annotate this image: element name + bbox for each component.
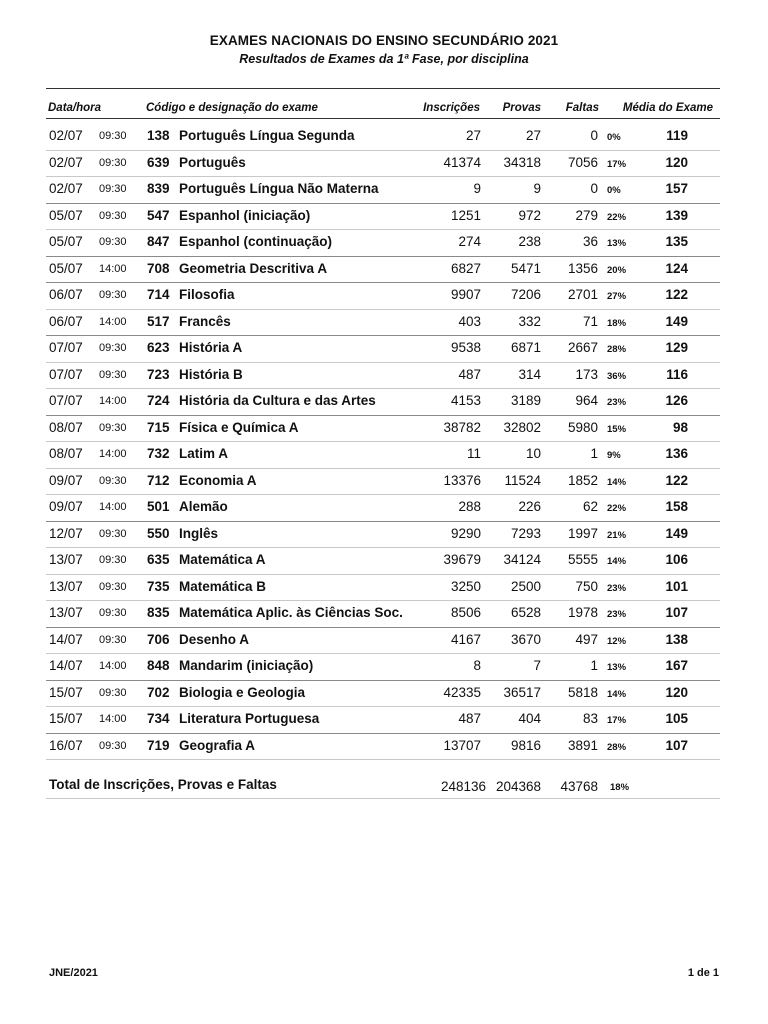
totals-taken: 204368	[495, 779, 541, 794]
row-enrolled: 487	[458, 711, 481, 726]
row-date: 07/07	[49, 340, 83, 355]
row-taken: 2500	[510, 578, 541, 594]
row-time: 09:30	[99, 633, 127, 646]
row-enrolled: 9907	[450, 287, 481, 302]
row-date: 12/07	[49, 525, 83, 541]
row-exam-name: Português Língua Segunda	[179, 128, 355, 143]
top-divider	[46, 88, 720, 89]
table-row	[0, 389, 768, 416]
footer-left: JNE/2021	[49, 967, 98, 979]
row-time: 14:00	[99, 501, 127, 513]
row-absent: 1356	[567, 260, 598, 276]
row-enrolled: 13376	[443, 472, 481, 488]
row-exam-code: 501	[147, 499, 170, 514]
row-exam-name: História da Cultura e das Artes	[179, 393, 376, 408]
row-average: 167	[665, 658, 688, 673]
row-exam-code: 550	[147, 525, 170, 541]
row-exam-name: Filosofia	[179, 287, 235, 302]
row-time: 09:30	[99, 156, 127, 169]
row-exam-code: 639	[147, 154, 170, 170]
row-time: 09:30	[99, 368, 127, 381]
row-time: 14:00	[99, 713, 127, 725]
row-absent-pct: 22%	[607, 503, 627, 514]
row-date: 08/07	[49, 419, 83, 435]
row-enrolled: 274	[458, 234, 481, 249]
table-row	[0, 416, 768, 443]
row-enrolled: 1251	[450, 207, 481, 223]
row-average: 149	[665, 525, 688, 541]
row-enrolled: 11	[466, 446, 481, 461]
row-absent-pct: 23%	[607, 582, 627, 594]
row-date: 15/07	[49, 711, 83, 726]
totals-absent: 43768	[560, 779, 598, 794]
row-taken: 7	[533, 658, 541, 673]
row-exam-code: 635	[147, 552, 170, 567]
row-exam-name: Geografia A	[179, 737, 256, 753]
row-time: 09:30	[99, 421, 127, 434]
row-exam-name: Espanhol (iniciação)	[179, 207, 311, 223]
row-absent: 1	[590, 446, 598, 461]
row-enrolled: 288	[458, 499, 481, 514]
row-taken: 34318	[503, 154, 541, 170]
row-absent-pct: 17%	[607, 715, 627, 726]
table-row	[0, 204, 768, 231]
row-absent-pct: 23%	[607, 609, 627, 620]
row-time: 14:00	[99, 448, 127, 460]
row-absent-pct: 9%	[607, 450, 621, 461]
totals-label: Total de Inscrições, Provas e Faltas	[49, 777, 277, 792]
row-exam-code: 714	[147, 287, 170, 302]
row-absent-pct: 20%	[607, 264, 627, 276]
row-exam-name: Matemática A	[179, 552, 266, 567]
row-average: 101	[665, 578, 688, 594]
document-title: EXAMES NACIONAIS DO ENSINO SECUNDÁRIO 2021	[209, 33, 559, 48]
row-date: 07/07	[49, 366, 83, 382]
row-time: 09:30	[99, 342, 127, 354]
row-enrolled: 8506	[450, 605, 481, 620]
row-average: 149	[665, 313, 688, 329]
row-time: 14:00	[99, 660, 127, 672]
table-row	[0, 575, 768, 602]
row-absent-pct: 13%	[607, 238, 627, 249]
row-absent: 71	[582, 313, 598, 329]
row-enrolled: 4167	[450, 631, 481, 647]
row-exam-code: 138	[147, 128, 170, 143]
row-date: 06/07	[49, 287, 83, 302]
table-row	[0, 442, 768, 469]
row-enrolled: 42335	[443, 684, 481, 700]
row-average: 116	[666, 366, 688, 382]
row-time: 09:30	[99, 289, 127, 301]
row-date: 02/07	[49, 154, 83, 170]
row-absent-pct: 14%	[607, 556, 627, 567]
row-time: 09:30	[99, 607, 127, 619]
row-taken: 7206	[510, 287, 541, 302]
row-average: 120	[665, 684, 688, 700]
row-absent-pct: 14%	[607, 476, 627, 488]
row-absent-pct: 28%	[607, 344, 627, 355]
header-enrolled: Inscrições	[423, 102, 480, 114]
row-exam-code: 547	[147, 207, 170, 223]
row-exam-code: 735	[147, 578, 170, 594]
row-time: 09:30	[99, 130, 127, 142]
row-absent-pct: 22%	[607, 211, 627, 223]
row-absent: 2667	[567, 340, 598, 355]
row-exam-code: 723	[147, 366, 170, 382]
row-absent: 5980	[567, 419, 598, 435]
table-row	[0, 336, 768, 363]
row-enrolled: 13707	[443, 737, 481, 753]
row-enrolled: 487	[458, 366, 481, 382]
row-absent: 3891	[567, 737, 598, 753]
row-exam-code: 708	[147, 260, 170, 276]
row-absent-pct: 0%	[607, 185, 621, 196]
row-taken: 5471	[510, 260, 541, 276]
row-taken: 7293	[510, 525, 541, 541]
row-enrolled: 9290	[450, 525, 481, 541]
row-date: 02/07	[49, 181, 83, 196]
row-exam-name: Matemática Aplic. às Ciências Soc.	[179, 605, 403, 620]
row-average: 98	[672, 419, 688, 435]
row-taken: 11524	[504, 472, 541, 488]
table-row	[0, 230, 768, 257]
row-absent: 750	[575, 578, 598, 594]
row-exam-name: História B	[179, 366, 243, 382]
row-absent-pct: 18%	[607, 317, 627, 329]
row-date: 13/07	[49, 578, 83, 594]
row-absent-pct: 28%	[607, 741, 627, 753]
row-taken: 6871	[510, 340, 541, 355]
table-row	[0, 257, 768, 284]
row-absent: 173	[575, 366, 598, 382]
table-row	[0, 124, 768, 151]
row-absent: 1978	[567, 605, 598, 620]
row-time: 09:30	[99, 580, 127, 593]
row-taken: 36517	[503, 684, 541, 700]
row-enrolled: 403	[458, 313, 481, 329]
totals-enrolled: 248136	[440, 779, 486, 794]
row-enrolled: 9538	[450, 340, 481, 355]
row-time: 14:00	[99, 315, 127, 328]
row-absent: 5555	[567, 552, 598, 567]
row-time: 09:30	[99, 209, 127, 222]
row-absent: 2701	[567, 287, 598, 302]
row-divider	[46, 759, 720, 760]
row-time: 09:30	[99, 739, 127, 752]
row-taken: 3189	[510, 393, 541, 408]
row-date: 16/07	[49, 737, 83, 753]
row-enrolled: 39679	[443, 552, 481, 567]
row-taken: 9	[533, 181, 541, 196]
row-date: 14/07	[49, 658, 83, 673]
row-time: 09:30	[99, 474, 127, 487]
row-exam-name: Biologia e Geologia	[179, 684, 306, 700]
header-absent: Faltas	[565, 102, 599, 114]
table-row	[0, 601, 768, 628]
totals-absent-pct: 18%	[610, 782, 630, 793]
header-divider	[46, 118, 720, 119]
table-row	[0, 707, 768, 734]
row-date: 08/07	[49, 446, 83, 461]
row-absent-pct: 23%	[607, 397, 627, 408]
row-absent: 62	[582, 499, 598, 514]
row-taken: 332	[518, 313, 541, 329]
row-average: 107	[665, 605, 688, 620]
row-absent-pct: 12%	[607, 635, 627, 647]
row-exam-code: 719	[147, 737, 170, 753]
row-average: 138	[665, 631, 688, 647]
row-time: 09:30	[99, 527, 127, 540]
row-average: 124	[665, 260, 688, 276]
row-average: 158	[665, 499, 688, 514]
row-exam-code: 847	[147, 234, 170, 249]
row-average: 122	[665, 287, 688, 302]
row-enrolled: 41374	[443, 154, 481, 170]
row-time: 09:30	[99, 686, 127, 699]
row-absent-pct: 15%	[607, 423, 627, 435]
row-exam-name: Inglês	[179, 525, 219, 541]
row-enrolled: 6827	[450, 260, 481, 276]
row-absent: 497	[575, 631, 598, 647]
row-taken: 34124	[503, 552, 541, 567]
row-taken: 10	[525, 446, 541, 461]
row-taken: 6528	[510, 605, 541, 620]
header-taken: Provas	[502, 102, 541, 114]
row-absent: 36	[582, 234, 598, 249]
row-exam-name: Física e Química A	[179, 419, 299, 435]
row-taken: 9816	[510, 737, 541, 753]
row-date: 15/07	[49, 684, 83, 700]
row-average: 105	[665, 711, 688, 726]
row-exam-name: Desenho A	[179, 631, 250, 647]
table-row	[0, 177, 768, 204]
table-row	[0, 628, 768, 655]
row-average: 107	[665, 737, 688, 753]
row-absent-pct: 0%	[607, 132, 621, 143]
row-average: 106	[665, 552, 688, 567]
row-average: 129	[665, 340, 688, 355]
row-enrolled: 38782	[443, 419, 481, 435]
table-row	[0, 681, 768, 708]
header-average: Média do Exame	[622, 102, 713, 114]
row-absent-pct: 27%	[607, 291, 627, 302]
row-date: 02/07	[49, 128, 83, 143]
row-time: 14:00	[99, 262, 127, 275]
row-exam-name: Economia A	[179, 472, 257, 488]
row-date: 13/07	[49, 552, 83, 567]
row-taken: 238	[518, 234, 541, 249]
row-average: 122	[665, 472, 688, 488]
row-taken: 404	[518, 711, 541, 726]
row-enrolled: 8	[473, 658, 481, 673]
table-row	[0, 469, 768, 496]
row-taken: 27	[525, 128, 541, 143]
table-row	[0, 283, 768, 310]
row-date: 05/07	[49, 234, 83, 249]
row-taken: 972	[518, 207, 541, 223]
row-taken: 3670	[510, 631, 541, 647]
row-absent: 1997	[567, 525, 598, 541]
row-absent: 0	[590, 128, 598, 143]
table-row	[0, 363, 768, 390]
row-taken: 226	[518, 499, 541, 514]
row-absent: 279	[575, 207, 598, 223]
row-taken: 32802	[503, 419, 541, 435]
table-row	[0, 151, 768, 178]
row-absent-pct: 36%	[607, 370, 627, 382]
row-enrolled: 3250	[450, 578, 481, 594]
row-absent-pct: 13%	[607, 662, 627, 673]
row-exam-name: Mandarim (iniciação)	[179, 658, 314, 673]
row-absent: 83	[582, 711, 598, 726]
row-exam-name: Matemática B	[179, 578, 267, 594]
table-row	[0, 734, 768, 761]
row-exam-name: Latim A	[179, 446, 229, 461]
row-date: 07/07	[49, 393, 83, 408]
row-absent-pct: 21%	[607, 529, 627, 541]
row-enrolled: 27	[465, 128, 481, 143]
row-average: 136	[665, 446, 688, 461]
row-time: 09:30	[99, 236, 127, 248]
row-exam-code: 517	[147, 313, 170, 329]
row-taken: 314	[518, 366, 541, 382]
row-exam-name: Espanhol (continuação)	[179, 234, 333, 249]
row-exam-code: 732	[147, 446, 170, 461]
row-date: 13/07	[49, 605, 83, 620]
table-row	[0, 495, 768, 522]
table-row	[0, 522, 768, 549]
row-exam-name: Literatura Portuguesa	[179, 711, 320, 726]
table-row	[0, 548, 768, 575]
row-enrolled: 9	[473, 181, 481, 196]
row-absent: 5818	[567, 684, 598, 700]
row-exam-code: 712	[147, 472, 170, 488]
row-absent: 1	[590, 658, 598, 673]
document-subtitle: Resultados de Exames da 1ª Fase, por disciplina	[239, 52, 529, 66]
row-enrolled: 4153	[450, 393, 481, 408]
row-time: 09:30	[99, 554, 127, 566]
row-absent: 1852	[567, 472, 598, 488]
row-exam-code: 724	[147, 393, 170, 408]
row-exam-code: 835	[147, 605, 170, 620]
row-date: 14/07	[49, 631, 83, 647]
row-exam-name: Português Língua Não Materna	[179, 181, 379, 196]
row-exam-name: História A	[179, 340, 243, 355]
row-exam-name: Geometria Descritiva A	[179, 260, 328, 276]
footer-right: 1 de 1	[687, 967, 719, 979]
table-row	[0, 654, 768, 681]
row-date: 09/07	[49, 472, 83, 488]
row-date: 05/07	[49, 260, 83, 276]
row-exam-code: 706	[147, 631, 170, 647]
row-date: 06/07	[49, 313, 83, 329]
row-date: 05/07	[49, 207, 83, 223]
results-table	[0, 124, 768, 760]
totals-divider	[46, 798, 720, 799]
header-exam: Código e designação do exame	[146, 102, 318, 114]
row-absent-pct: 14%	[607, 688, 627, 700]
row-exam-name: Alemão	[179, 499, 228, 514]
row-average: 120	[665, 154, 688, 170]
row-absent: 7056	[567, 154, 598, 170]
row-absent: 0	[590, 181, 598, 196]
row-exam-code: 848	[147, 658, 170, 673]
row-exam-name: Francês	[179, 313, 231, 329]
table-row	[0, 310, 768, 337]
row-date: 09/07	[49, 499, 83, 514]
header-datetime: Data/hora	[48, 102, 102, 114]
row-absent: 964	[575, 393, 598, 408]
row-absent-pct: 17%	[607, 158, 627, 170]
row-average: 119	[666, 128, 688, 143]
row-average: 157	[665, 181, 688, 196]
row-exam-code: 623	[147, 340, 170, 355]
row-exam-name: Português	[179, 154, 246, 170]
row-average: 135	[665, 234, 688, 249]
row-average: 139	[665, 207, 688, 223]
row-exam-code: 734	[147, 711, 170, 726]
row-average: 126	[665, 393, 688, 408]
row-time: 14:00	[99, 395, 127, 407]
row-exam-code: 839	[147, 181, 170, 196]
row-time: 09:30	[99, 183, 127, 195]
row-exam-code: 715	[147, 419, 170, 435]
row-exam-code: 702	[147, 684, 170, 700]
